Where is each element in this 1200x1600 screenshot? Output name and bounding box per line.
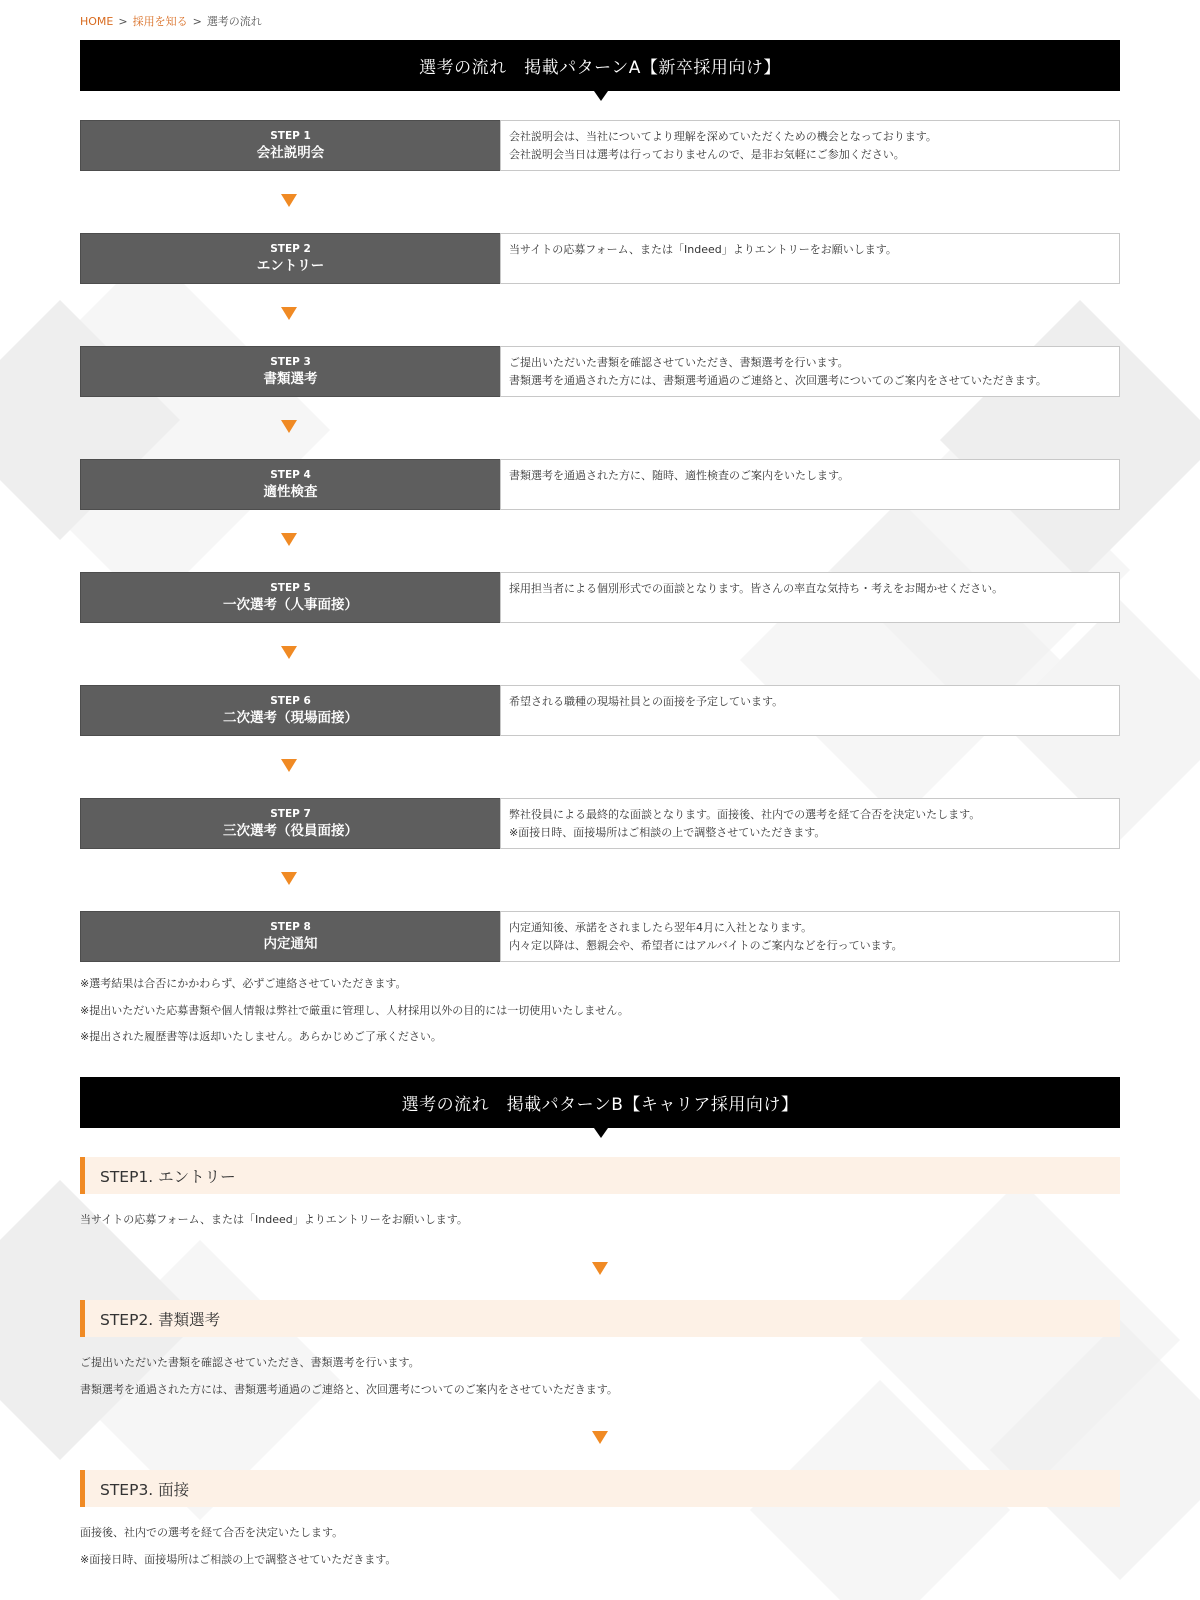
step-header — [80, 798, 500, 849]
step-description-line: 書類選考を通過された方に、随時、適性検査のご案内をいたします。 — [509, 469, 850, 482]
step-row — [80, 572, 1120, 623]
title-notch-icon — [594, 91, 608, 101]
breadcrumb-current: 選考の流れ — [206, 15, 262, 28]
breadcrumb-parent-link[interactable]: 採用を知る — [132, 15, 188, 28]
step-heading-text: STEP2. 書類選考 — [100, 1310, 221, 1329]
step-header — [80, 572, 500, 623]
step-number: STEP 5 — [270, 581, 311, 594]
title-notch-icon — [594, 1128, 608, 1138]
down-triangle-icon — [592, 1262, 608, 1275]
step-description-line: 採用担当者による個別形式での面談となります。皆さんの率直な気持ち・考えをお聞かせください。 — [509, 582, 1004, 595]
step-name: 書類選考 — [263, 370, 318, 387]
step-description-line: 当サイトの応募フォーム、または「Indeed」よりエントリーをお願いします。 — [509, 243, 897, 256]
step-number: STEP 4 — [270, 468, 311, 481]
step-text — [80, 1354, 618, 1408]
breadcrumb — [80, 13, 262, 29]
step-name: 一次選考（人事面接） — [223, 596, 358, 613]
step-description-line: ご提出いただいた書類を確認させていただき、書類選考を行います。 — [509, 356, 849, 369]
step-text-line: 書類選考を通過された方には、書類選考通過のご連絡と、次回選考についてのご案内をさせていただきます。 — [80, 1383, 618, 1396]
step-header — [80, 120, 500, 171]
breadcrumb-separator: > — [192, 15, 202, 28]
step-row — [80, 233, 1120, 284]
down-triangle-icon — [281, 194, 297, 207]
step-description — [500, 685, 1120, 736]
step-description-line: 弊社役員による最終的な面談となります。面接後、社内での選考を経て合否を決定いたします。 — [509, 808, 981, 821]
down-triangle-icon — [281, 420, 297, 433]
breadcrumb-separator: > — [118, 15, 128, 28]
down-triangle-icon — [281, 759, 297, 772]
step-text-line: ※面接日時、面接場所はご相談の上で調整させていただきます。 — [80, 1553, 397, 1566]
step-row — [80, 120, 1120, 171]
step-text-line: 面接後、社内での選考を経て合否を決定いたします。 — [80, 1526, 344, 1539]
step-name: 内定通知 — [263, 935, 318, 952]
down-triangle-icon — [281, 533, 297, 546]
step-heading-text: STEP1. エントリー — [100, 1167, 236, 1186]
notes — [80, 975, 629, 1055]
pattern-a-title — [80, 40, 1120, 91]
step-description — [500, 120, 1120, 171]
step-number: STEP 8 — [270, 920, 311, 933]
down-triangle-icon — [281, 646, 297, 659]
step-number: STEP 6 — [270, 694, 311, 707]
step-name: 三次選考（役員面接） — [223, 822, 358, 839]
note-line: ※提出された履歴書等は返却いたしません。あらかじめご了承ください。 — [80, 1030, 442, 1043]
step-header — [80, 685, 500, 736]
step-header — [80, 459, 500, 510]
step-number: STEP 2 — [270, 242, 311, 255]
step-row — [80, 685, 1120, 736]
step-description — [500, 346, 1120, 397]
step-text-line: 当サイトの応募フォーム、または「Indeed」よりエントリーをお願いします。 — [80, 1213, 468, 1226]
pattern-b-title — [80, 1077, 1120, 1128]
step-number: STEP 3 — [270, 355, 311, 368]
step-description-line: 書類選考を通過された方には、書類選考通過のご連絡と、次回選考についてのご案内をさせていただきます。 — [509, 374, 1047, 387]
step-row — [80, 459, 1120, 510]
step-name: 二次選考（現場面接） — [223, 709, 358, 726]
step-number: STEP 1 — [270, 129, 311, 142]
step-text — [80, 1524, 396, 1578]
down-triangle-icon — [281, 307, 297, 320]
down-triangle-icon — [592, 1431, 608, 1444]
step-heading-text: STEP3. 面接 — [100, 1480, 190, 1499]
step-number: STEP 7 — [270, 807, 311, 820]
step-header — [80, 911, 500, 962]
step-heading — [80, 1300, 1120, 1337]
step-description-line: ※面接日時、面接場所はご相談の上で調整させていただきます。 — [509, 826, 826, 839]
step-header — [80, 346, 500, 397]
step-row — [80, 798, 1120, 849]
down-triangle-icon — [281, 872, 297, 885]
step-row — [80, 346, 1120, 397]
step-name: 適性検査 — [263, 483, 318, 500]
step-row — [80, 911, 1120, 962]
step-name: エントリー — [256, 257, 325, 274]
step-header — [80, 233, 500, 284]
note-line: ※提出いただいた応募書類や個人情報は弊社で厳重に管理し、人材採用以外の目的には一切使用いたしません。 — [80, 1003, 629, 1017]
note-line: ※選考結果は合否にかかわらず、必ずご連絡させていただきます。 — [80, 977, 407, 990]
step-description — [500, 911, 1120, 962]
breadcrumb-home-link[interactable]: HOME — [80, 15, 114, 28]
step-text — [80, 1211, 468, 1238]
pattern-b-title-text: 選考の流れ 掲載パターンB【キャリア採用向け】 — [401, 1095, 799, 1115]
step-description-line: 内々定以降は、懇親会や、希望者にはアルバイトのご案内などを行っています。 — [509, 939, 903, 952]
step-description-line: 会社説明会当日は選考は行っておりませんので、是非お気軽にご参加ください。 — [509, 148, 905, 161]
step-description — [500, 798, 1120, 849]
step-heading — [80, 1157, 1120, 1194]
step-text-line: ご提出いただいた書類を確認させていただき、書類選考を行います。 — [80, 1356, 420, 1369]
step-description-line: 内定通知後、承諾をされましたら翌年4月に入社となります。 — [509, 921, 813, 934]
step-description-line: 会社説明会は、当社についてより理解を深めていただくための機会となっております。 — [509, 130, 937, 143]
step-heading — [80, 1470, 1120, 1507]
step-description — [500, 572, 1120, 623]
step-description-line: 希望される職種の現場社員との面接を予定しています。 — [509, 695, 784, 708]
step-description — [500, 233, 1120, 284]
step-name: 会社説明会 — [256, 144, 325, 161]
step-description — [500, 459, 1120, 510]
pattern-a-title-text: 選考の流れ 掲載パターンA【新卒採用向け】 — [419, 58, 781, 78]
